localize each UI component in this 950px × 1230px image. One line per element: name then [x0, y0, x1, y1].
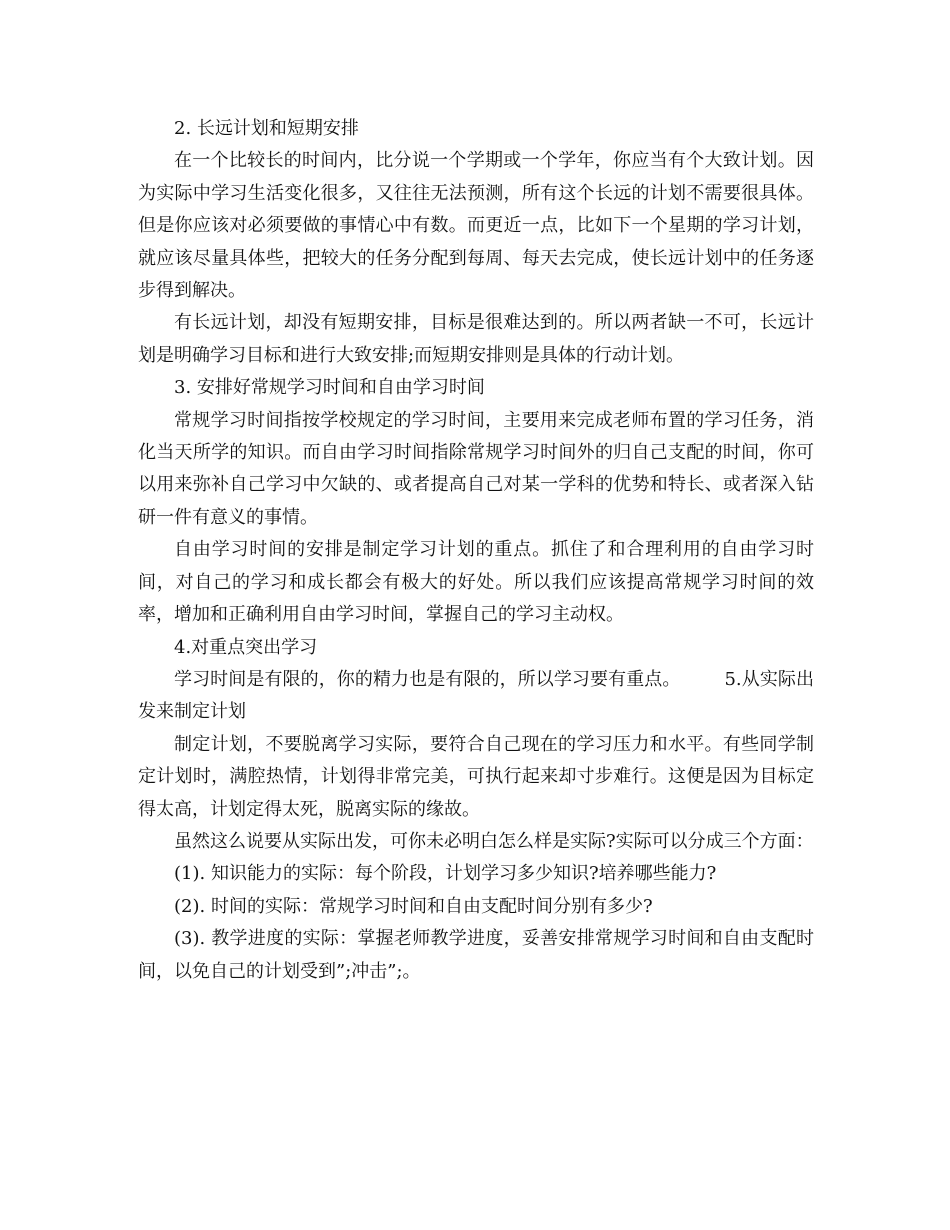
section-5-paragraph-2: 虽然这么说要从实际出发，可你未必明白怎么样是实际?实际可以分成三个方面： — [174, 830, 814, 852]
list-item-1: (1). 知识能力的实际：每个阶段，计划学习多少知识?培养哪些能力? — [174, 863, 717, 885]
section-4-paragraph-with-section-5-heading — [138, 664, 814, 729]
document-page — [138, 113, 814, 988]
section-2-paragraph-1: 在一个比较长的时间内，比分说一个学期或一个学年，你应当有个大致计划。因为实际中学习生活变化很多，又往往无法预测，所有这个长远的计划不需要很具体。但是你应该对必须要做的事情心中有数。而更近一点，比如下一个星期的学习计划，就应该尽量具体些，把较大的任务分配到每周、每天去完成，使长远计划中的任务逐步得到解决。 — [138, 150, 814, 302]
section-3-paragraph-1: 常规学习时间指按学校规定的学习时间，主要用来完成老师布置的学习任务，消化当天所学的知识。而自由学习时间指除常规学习时间外的归自己支配的时间，你可以用来弥补自己学习中欠缺的、或者提高自己对某一学科的优势和特长、或者深入钻研一件有意义的事情。 — [138, 409, 814, 528]
list-item-2: (2). 时间的实际：常规学习时间和自由支配时间分别有多少? — [174, 895, 653, 917]
section-2-paragraph-2: 有长远计划，却没有短期安排，目标是很难达到的。所以两者缺一不可，长远计划是明确学习目标和进行大致安排;而短期安排则是具体的行动计划。 — [138, 312, 814, 366]
list-item-3: (3). 教学进度的实际：掌握老师教学进度，妥善安排常规学习时间和自由支配时间，以免自己的计划受到”;冲击”;。 — [138, 928, 814, 982]
section-5-heading: 5.从实际出发来制定计划 — [138, 668, 814, 723]
section-4-paragraph-1: 学习时间是有限的，你的精力也是有限的，所以学习要有重点。 — [174, 668, 681, 690]
section-5-paragraph-1: 制定计划，不要脱离学习实际，要符合自己现在的学习压力和水平。有些同学制定计划时，满腔热情，计划得非常完美，可执行起来却寸步难行。这便是因为目标定得太高，计划定得太死，脱离实际的缘故。 — [138, 733, 814, 820]
section-2-heading: 2. 长远计划和短期安排 — [174, 118, 359, 139]
section-3-heading: 3. 安排好常规学习时间和自由学习时间 — [174, 377, 485, 399]
section-3-paragraph-2: 自由学习时间的安排是制定学习计划的重点。抓住了和合理利用的自由学习时间，对自己的学习和成长都会有极大的好处。所以我们应该提高常规学习时间的效率，增加和正确利用自由学习时间，掌握自己的学习主动权。 — [138, 539, 814, 626]
section-4-heading: 4.对重点突出学习 — [174, 636, 318, 658]
